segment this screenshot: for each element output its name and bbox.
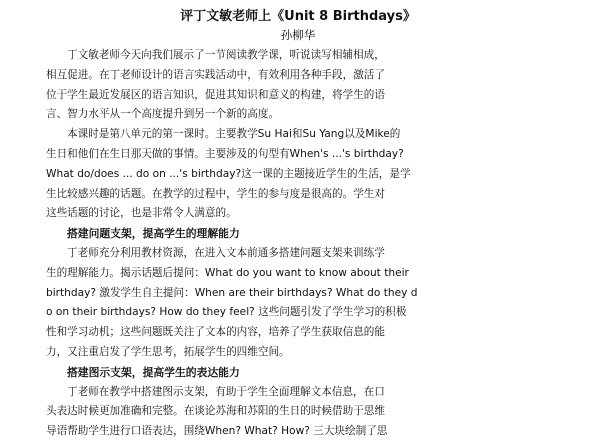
paragraph-line: 头表达时候更加准确和完整。在谈论苏海和苏阳的生日的时候借助于思维	[46, 405, 385, 418]
paragraph-line: 生的理解能力。揭示话题后提问：What do you want to know about their	[46, 266, 409, 279]
paragraph-line: 这些话题的讨论，也是非常令人满意的。	[46, 207, 237, 220]
paragraph-line: 位于学生最近发展区的语言知识，促进其知识和意义的构建，将学生的语	[46, 88, 385, 101]
paragraph-line: 言、智力水平从一个高度提升到另一个新的高度。	[46, 108, 280, 121]
section-heading-question-scaffold: 搭建问题支架，提高学生的理解能力	[67, 227, 240, 241]
paragraph-line: 丁文敏老师今天向我们展示了一节阅读教学课，听说读写相辅相成，	[67, 49, 385, 61]
paragraph-line: 性和学习动机；这些问题既关注了文本的内容，培养了学生获取信息的能	[46, 326, 385, 339]
document-title: 评丁文敏老师上《Unit 8 Birthdays》	[180, 9, 416, 24]
paragraph-line: o on their birthdays? How do they feel? 这些问题引发了学生学习的积极	[46, 306, 407, 319]
lesson-overview-paragraph	[46, 125, 550, 224]
paragraph-line: 丁老师在教学中搭建图示支架，有助于学生全面理解文本信息，在口	[67, 385, 385, 398]
paragraph-line: What do/does ... do on ...'s birthday?这一课的主题接近学生的生活，是学	[46, 167, 411, 180]
paragraph-line: 生比较感兴趣的话题。在教学的过程中，学生的参与度是很高的。学生对	[46, 187, 385, 200]
paragraph-line: 相互促进。在丁老师设计的语言实践活动中，有效利用各种手段，激活了	[46, 68, 385, 81]
paragraph-line: 导语帮助学生进行口语表达，围绕When? What? How? 三大块绘制了思	[46, 425, 388, 438]
paragraph-line: birthday? 激发学生自主提问：When are their birthdays? What do they d	[46, 286, 418, 299]
graphic-scaffold-paragraph	[46, 383, 550, 442]
paragraph-line: 生日和他们在生日那天做的事情。主要涉及的句型有When's ...'s birthday?	[46, 147, 404, 160]
paragraph-line: 力，又注重启发了学生思考，拓展学生的四维空间。	[46, 345, 290, 358]
question-scaffold-paragraph	[46, 244, 550, 363]
paragraph-line: 丁老师充分利用教材资源，在进入文本前通多搭建问题支架来训练学	[67, 246, 385, 259]
section-heading-graphic-scaffold: 搭建图示支架，提高学生的表达能力	[67, 365, 240, 379]
paragraph-line: 本课时是第八单元的第一课时。主要教学Su Hai和Su Yang以及Mike的	[67, 128, 401, 141]
intro-paragraph	[46, 46, 550, 125]
author-name: 孙柳华	[280, 28, 316, 42]
